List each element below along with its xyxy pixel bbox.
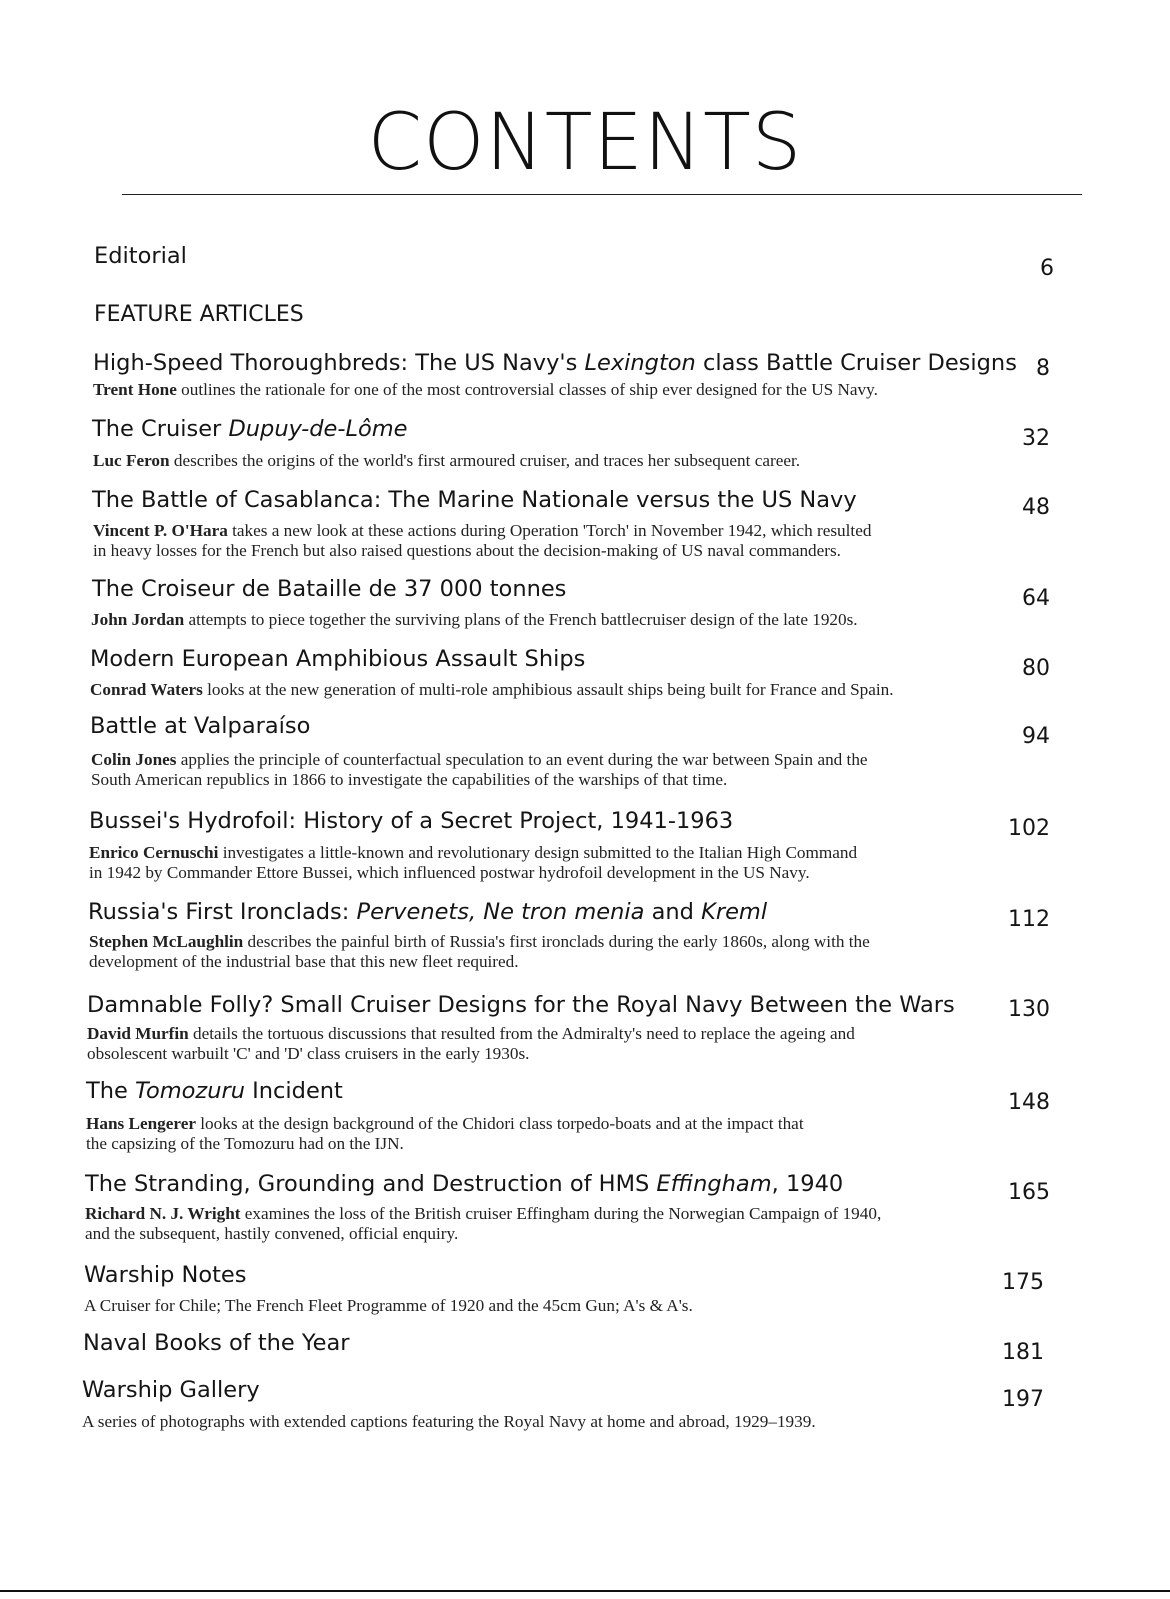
article-title — [92, 487, 857, 513]
extra-description: A series of photographs with extended captions featuring the Royal Navy at home and abroad, 1929–1939. — [82, 1412, 816, 1431]
article-description-text: looks at the new generation of multi-role amphibious assault ships being built for France and Spain. — [202, 680, 894, 699]
article-title-text: , 1940 — [771, 1171, 844, 1197]
article-description — [91, 750, 868, 769]
article-page-number: 148 — [1008, 1090, 1050, 1115]
article-title-text: The — [86, 1078, 135, 1104]
article-description — [93, 541, 841, 560]
article-description — [89, 932, 870, 951]
article-description-text: attempts to piece together the surviving plans of the French battlecruiser design of the late 1920s. — [184, 610, 858, 629]
article-description — [89, 843, 857, 862]
article-page-number: 48 — [1022, 495, 1050, 520]
extra-title: Warship Gallery — [82, 1377, 260, 1403]
article-title — [92, 576, 566, 602]
article-title — [88, 899, 767, 925]
article-title-italic: Lexington — [584, 350, 696, 376]
article-page-number: 32 — [1022, 426, 1050, 451]
article-title-text: Damnable Folly? Small Cruiser Designs for the Royal Navy Between the Wars — [87, 992, 955, 1018]
article-description — [90, 680, 894, 699]
article-author: Richard N. J. Wright — [85, 1204, 241, 1223]
article-author: Trent Hone — [93, 380, 177, 399]
article-description-text: outlines the rationale for one of the most controversial classes of ship ever designed for the US Navy. — [176, 380, 878, 399]
article-author: Hans Lengerer — [86, 1114, 196, 1133]
article-title-text: and — [644, 899, 702, 925]
article-title-text: The Stranding, Grounding and Destruction of HMS — [85, 1171, 657, 1197]
article-description — [93, 451, 800, 470]
article-author: Luc Feron — [93, 451, 170, 470]
article-author: Conrad Waters — [90, 680, 203, 699]
article-title-italic: Effingham — [656, 1171, 772, 1197]
article-title-text: Modern European Amphibious Assault Ships — [90, 646, 586, 672]
article-description-text: in heavy losses for the French but also raised questions about the decision-making of US naval commanders. — [93, 541, 841, 560]
article-title-text: Battle at Valparaíso — [90, 713, 311, 739]
article-title-italic: Kreml — [701, 899, 768, 925]
article-title-text: class Battle Cruiser Designs — [695, 350, 1017, 376]
article-title — [86, 1078, 343, 1104]
article-author: John Jordan — [91, 610, 185, 629]
article-description-text: obsolescent warbuilt 'C' and 'D' class cruisers in the early 1930s. — [87, 1044, 530, 1063]
article-description-text: South American republics in 1866 to investigate the capabilities of the warships of that time. — [91, 770, 728, 789]
article-description-text: in 1942 by Commander Ettore Bussei, which influenced postwar hydrofoil development in the US Navy. — [89, 863, 810, 882]
article-description-text: describes the origins of the world's first armoured cruiser, and traces her subsequent career. — [169, 451, 801, 470]
bottom-divider — [0, 1590, 1170, 1592]
article-description — [85, 1204, 881, 1223]
article-description — [93, 521, 871, 540]
article-title-text: The Cruiser — [92, 416, 229, 442]
article-title-italic: Dupuy-de-Lôme — [228, 416, 408, 442]
article-description-text: development of the industrial base that this new fleet required. — [89, 952, 519, 971]
article-title — [90, 646, 585, 672]
article-description — [89, 863, 810, 882]
article-author: David Murfin — [87, 1024, 189, 1043]
article-page-number: 64 — [1022, 586, 1050, 611]
article-description-text: describes the painful birth of Russia's first ironclads during the early 1860s, along with the — [243, 932, 870, 951]
article-description — [91, 770, 727, 789]
article-title-text: Russia's First Ironclads: — [88, 899, 357, 925]
article-title-text: The Battle of Casablanca: The Marine Nationale versus the US Navy — [92, 487, 857, 513]
article-description — [93, 380, 878, 399]
article-description — [87, 1024, 855, 1043]
article-title — [85, 1171, 843, 1197]
extra-page-number: 181 — [1002, 1340, 1044, 1365]
extra-title: Warship Notes — [84, 1262, 247, 1288]
article-author: Stephen McLaughlin — [89, 932, 244, 951]
article-page-number: 94 — [1022, 724, 1050, 749]
article-page-number: 8 — [1036, 356, 1050, 381]
article-title-text: Bussei's Hydrofoil: History of a Secret Project, 1941-1963 — [89, 808, 734, 834]
article-page-number: 80 — [1022, 656, 1050, 681]
article-page-number: 130 — [1008, 997, 1050, 1022]
editorial-page-number: 6 — [1040, 256, 1054, 281]
page-title: CONTENTS — [367, 98, 803, 188]
article-title — [92, 416, 408, 442]
article-description-text: applies the principle of counterfactual speculation to an event during the war between Spain and the — [176, 750, 868, 769]
extra-page-number: 175 — [1002, 1270, 1044, 1295]
article-description — [91, 610, 858, 629]
article-description-text: examines the loss of the British cruiser Effingham during the Norwegian Campaign of 1940, — [240, 1204, 882, 1223]
article-page-number: 102 — [1008, 816, 1050, 841]
article-author: Colin Jones — [91, 750, 177, 769]
article-title-text: Incident — [245, 1078, 343, 1104]
article-description — [85, 1224, 458, 1243]
title-divider — [122, 194, 1082, 195]
article-description-text: takes a new look at these actions during Operation 'Torch' in November 1942, which resulted — [227, 521, 872, 540]
article-description — [89, 952, 519, 971]
article-author: Vincent P. O'Hara — [93, 521, 228, 540]
article-title-italic: Pervenets, Ne tron menia — [356, 899, 645, 925]
article-description — [86, 1134, 404, 1153]
article-title-text: The Croiseur de Bataille de 37 000 tonnes — [92, 576, 567, 602]
article-description-text: the capsizing of the Tomozuru had on the IJN. — [86, 1134, 404, 1153]
article-title-text: High-Speed Thoroughbreds: The US Navy's — [93, 350, 585, 376]
article-title — [90, 713, 310, 739]
article-description-text: investigates a little-known and revolutionary design submitted to the Italian High Command — [218, 843, 858, 862]
extra-title: Naval Books of the Year — [83, 1330, 350, 1356]
extra-description: A Cruiser for Chile; The French Fleet Programme of 1920 and the 45cm Gun; A's & A's. — [84, 1296, 693, 1315]
article-title — [93, 350, 1017, 376]
article-title-italic: Tomozuru — [135, 1078, 245, 1104]
article-description-text: looks at the design background of the Chidori class torpedo-boats and at the impact that — [195, 1114, 804, 1133]
article-author: Enrico Cernuschi — [89, 843, 219, 862]
article-description — [87, 1044, 529, 1063]
editorial-label: Editorial — [94, 243, 187, 269]
article-title — [87, 992, 955, 1018]
article-description-text: details the tortuous discussions that resulted from the Admiralty's need to replace the ageing and — [188, 1024, 855, 1043]
article-description-text: and the subsequent, hastily convened, official enquiry. — [85, 1224, 459, 1243]
article-description — [86, 1114, 804, 1133]
extra-page-number: 197 — [1002, 1387, 1044, 1412]
article-title — [89, 808, 733, 834]
article-page-number: 112 — [1008, 907, 1050, 932]
article-page-number: 165 — [1008, 1180, 1050, 1205]
section-label-feature-articles: FEATURE ARTICLES — [94, 302, 304, 327]
